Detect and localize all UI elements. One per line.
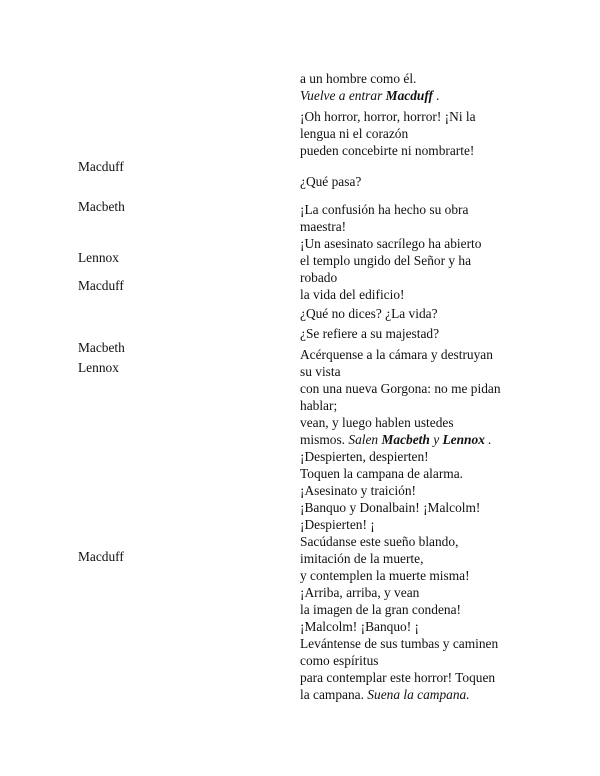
dialogue-line: ¡Arriba, arriba, y vean (300, 585, 420, 600)
dialogue-block-7 (300, 346, 540, 703)
dialogue-line: robado (300, 270, 338, 285)
dialogue-line-with-stage-direction: la campana. Suena la campana. (300, 687, 470, 702)
speaker-macbeth: Macbeth (78, 340, 125, 355)
dialogue-line: pueden concebirte ni nombrarte! (300, 143, 475, 158)
dialogue-line: ¡Oh horror, horror, horror! ¡Ni la (300, 109, 476, 124)
dialogue-block-1 (300, 70, 540, 104)
dialogue-line: Sacúdanse este sueño blando, (300, 534, 459, 549)
stage-direction: Vuelve a entrar Macduff . (300, 88, 440, 103)
dialogue-line: a un hombre como él. (300, 71, 417, 86)
dialogue-line: Toquen la campana de alarma. (300, 466, 464, 481)
dialogue-line: ¿Qué pasa? (300, 174, 362, 189)
dialogue-line: y contemplen la muerte misma! (300, 568, 470, 583)
dialogue-block-5 (300, 305, 540, 322)
dialogue-line: con una nueva Gorgona: no me pidan (300, 381, 501, 396)
dialogue-line: ¿Se refiere a su majestad? (300, 326, 440, 341)
dialogue-line: ¡Malcolm! ¡Banquo! ¡ (300, 619, 419, 634)
dialogue-line: ¡Banquo y Donalbain! ¡Malcolm! (300, 500, 481, 515)
dialogue-line: Levántense de sus tumbas y caminen (300, 636, 499, 651)
dialogue-line: como espíritus (300, 653, 379, 668)
dialogue-line: ¡La confusión ha hecho su obra (300, 202, 469, 217)
dialogue-line: lengua ni el corazón (300, 126, 409, 141)
dialogue-line: maestra! (300, 219, 347, 234)
speaker-lennox: Lennox (78, 360, 119, 375)
dialogue-line: imitación de la muerte, (300, 551, 424, 566)
dialogue-block-2 (300, 108, 540, 159)
speaker-macbeth-lennox: Macbeth Lennox (78, 199, 125, 265)
dialogue-line-with-stage-direction: mismos. Salen Macbeth y Lennox . (300, 432, 492, 447)
dialogue-line: la imagen de la gran condena! (300, 602, 461, 617)
dialogue-line: ¡Un asesinato sacrílego ha abierto (300, 236, 482, 251)
dialogue-block-6 (300, 325, 540, 342)
dialogue-line: su vista (300, 364, 341, 379)
dialogue-line: hablar; (300, 398, 338, 413)
dialogue-line: el templo ungido del Señor y ha (300, 253, 472, 268)
dialogue-line: vean, y luego hablen ustedes (300, 415, 454, 430)
dialogue-line: ¡Despierten, despierten! (300, 449, 429, 464)
speaker-macduff: Macduff (78, 278, 124, 293)
dialogue-line: para contemplar este horror! Toquen (300, 670, 496, 685)
dialogue-line: la vida del edificio! (300, 287, 405, 302)
dialogue-line: ¡Despierten! ¡ (300, 517, 375, 532)
dialogue-block-3 (300, 173, 540, 190)
dialogue-line: ¡Asesinato y traición! (300, 483, 417, 498)
dialogue-line: Acérquense a la cámara y destruyan (300, 347, 493, 362)
speaker-macduff: Macduff (78, 159, 124, 174)
dialogue-line: ¿Qué no dices? ¿La vida? (300, 306, 438, 321)
speaker-macduff: Macduff (78, 549, 124, 564)
dialogue-block-4 (300, 201, 540, 303)
